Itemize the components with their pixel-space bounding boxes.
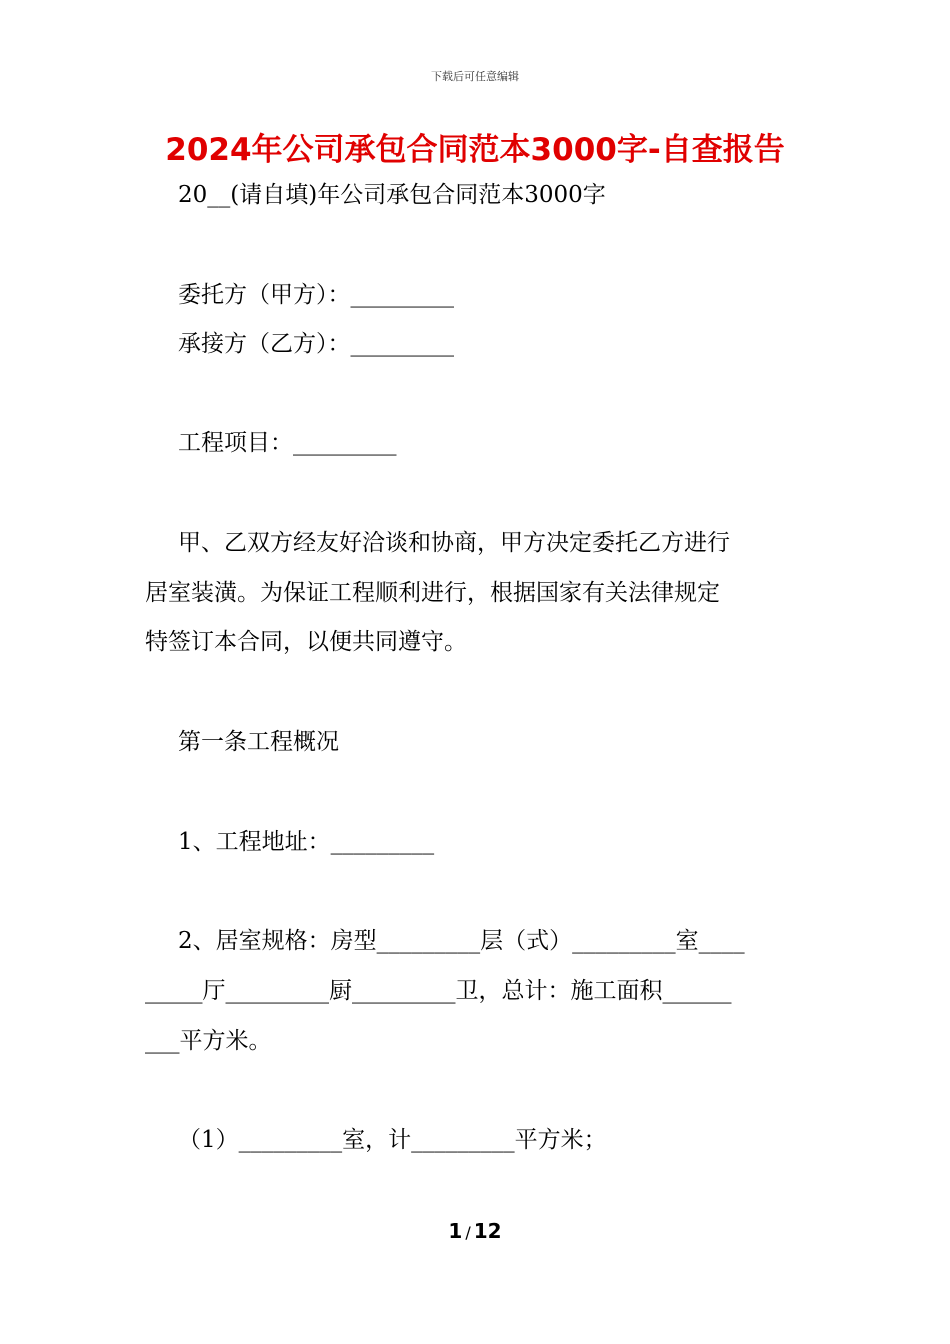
party-b-line: 承接方（乙方）：_________	[178, 331, 454, 357]
article-1-heading: 第一条工程概况	[178, 729, 339, 755]
page-number	[0, 1219, 950, 1243]
party-a-line: 委托方（甲方）：_________	[178, 282, 454, 308]
current-page: 1	[448, 1219, 463, 1243]
project-line: 工程项目：_________	[178, 430, 397, 456]
intro-paragraph-line-3: 特签订本合同，以便共同遵守。	[145, 629, 467, 655]
item-2-line-1: 2、居室规格：房型_________层（式）_________室____	[178, 928, 745, 954]
document-subtitle: 20__(请自填)年公司承包合同范本3000字	[178, 182, 606, 208]
item-1-address: 1、工程地址：_________	[178, 829, 435, 855]
page-separator: /	[465, 1223, 471, 1242]
item-2-line-2: _____厅_________厨_________卫，总计：施工面积______	[145, 978, 732, 1004]
subitem-1: （1）_________室，计_________平方米；	[178, 1127, 607, 1153]
total-pages: 12	[473, 1219, 502, 1243]
document-title: 2024年公司承包合同范本3000字-自查报告	[165, 132, 785, 168]
header-note: 下载后可任意编辑	[431, 70, 519, 83]
item-2-line-3: ___平方米。	[145, 1028, 272, 1054]
intro-paragraph-line-1: 甲、乙双方经友好洽谈和协商，甲方决定委托乙方进行	[178, 530, 730, 556]
intro-paragraph-line-2: 居室装潢。为保证工程顺利进行，根据国家有关法律规定	[145, 580, 720, 606]
